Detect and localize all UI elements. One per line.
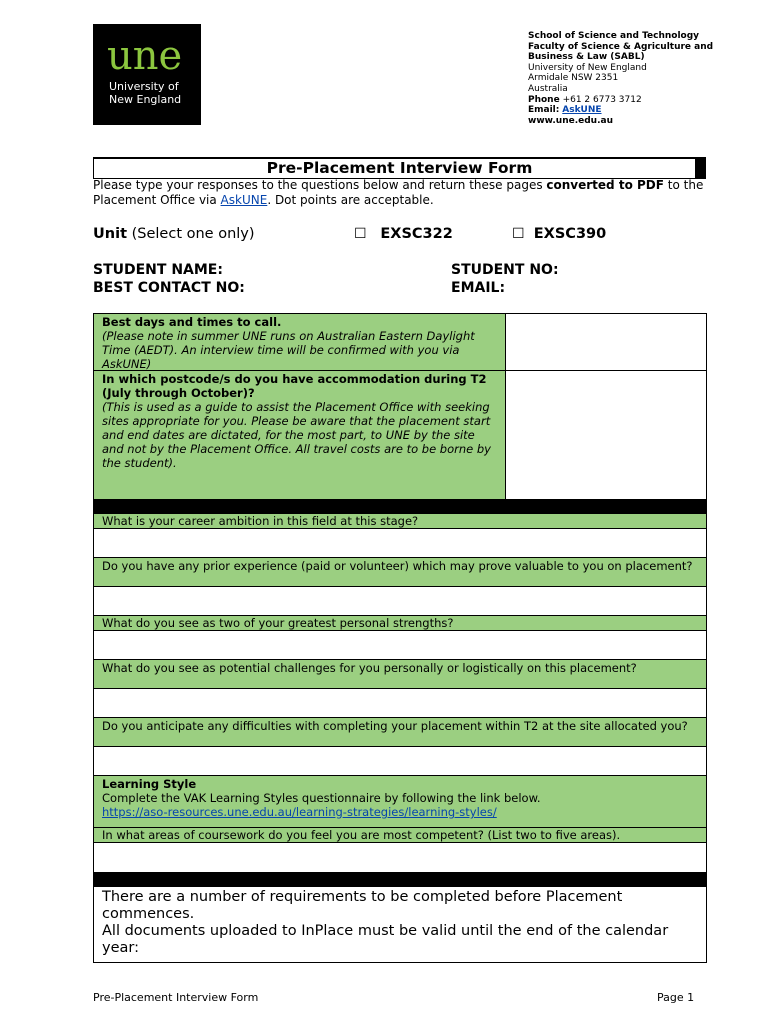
email-label: Email: (528, 105, 560, 116)
career-question: What is your career ambition in this field at this stage? (94, 514, 706, 529)
postcode-answer[interactable] (506, 371, 706, 499)
difficulties-question: Do you anticipate any difficulties with completing your placement within T2 at the site allocated you? (94, 718, 706, 747)
unit-option-exsc390[interactable] (512, 225, 606, 243)
learning-style-row (94, 776, 706, 828)
requirements-box (94, 887, 706, 962)
unit-label-group (93, 225, 255, 243)
unit-hint: (Select one only) (127, 226, 255, 242)
phone-label: Phone (528, 94, 560, 105)
coursework-question: In what areas of coursework do you feel you are most competent? (List two to five areas). (94, 828, 706, 843)
postcode-row (94, 371, 706, 499)
university-name: University of New England (528, 62, 647, 73)
learning-style-title: Learning Style (102, 777, 197, 791)
student-name-label: STUDENT NAME: (93, 262, 223, 278)
checkbox-exsc322[interactable]: ☐ (354, 226, 367, 242)
section-divider (94, 499, 706, 514)
logo-line-2: New England (109, 93, 182, 106)
unit-label: Unit (93, 226, 127, 242)
requirements-text-1: There are a number of requirements to be completed before Placement commences. (102, 889, 623, 922)
postcode-note: (This is used as a guide to assist the Placement Office with seeking sites appropriate for you. Please be aware that the placement start and end dates are dictated, for the most part, to UNE by the site and not by the Placement Office. All travel costs are to be borne by the student). (102, 400, 491, 470)
requirements-divider (94, 872, 706, 887)
intro-part-3: . Dot points are acceptable. (267, 193, 434, 207)
requirements-text-2: All documents uploaded to InPlace must be valid until the end of the calendar year: (102, 923, 669, 956)
phone-number: +61 2 6773 3712 (562, 94, 642, 105)
intro-askune-link[interactable]: AskUNE (220, 193, 268, 207)
form-title: Pre-Placement Interview Form (266, 159, 533, 177)
career-answer[interactable] (94, 529, 706, 558)
challenges-question: What do you see as potential challenges for you personally or logistically on this placement? (94, 660, 706, 689)
une-logo (93, 24, 201, 125)
challenges-answer[interactable] (94, 689, 706, 718)
strengths-answer[interactable] (94, 631, 706, 660)
postcode-question (94, 371, 506, 499)
city-line: Armidale NSW 2351 (528, 73, 619, 84)
best-days-question (94, 314, 506, 370)
askune-email-link[interactable]: AskUNE (562, 105, 602, 116)
best-contact-label: BEST CONTACT NO: (93, 280, 245, 296)
email-line (528, 105, 748, 116)
website-line: www.une.edu.au (528, 115, 613, 126)
page-number: Page 1 (657, 991, 695, 1004)
logo-mark: une (107, 33, 183, 79)
strengths-question: What do you see as two of your greatest personal strengths? (94, 616, 706, 631)
address-block (528, 31, 748, 126)
option-exsc390-label: EXSC390 (533, 226, 607, 242)
student-no-label: STUDENT NO: (451, 262, 559, 278)
coursework-answer[interactable] (94, 843, 706, 872)
intro-bold: converted to PDF (546, 178, 664, 192)
intro-text (93, 178, 706, 208)
logo-line-1: University of (109, 80, 179, 93)
difficulties-answer[interactable] (94, 747, 706, 776)
best-days-title: Best days and times to call. (102, 315, 282, 329)
postcode-title: In which postcode/s do you have accommodation during T2 (July through October)? (102, 372, 487, 400)
form-title-bar (93, 157, 706, 179)
school-name: School of Science and Technology (528, 31, 700, 41)
experience-question: Do you have any prior experience (paid or volunteer) which may prove valuable to you on placement? (94, 558, 706, 587)
option-exsc322-label: EXSC322 (380, 226, 453, 242)
experience-answer[interactable] (94, 587, 706, 616)
intro-part-1: Please type your responses to the questions below and return these pages (93, 178, 547, 192)
questions-table (93, 313, 707, 963)
intro-part-2: to the Placement Office via (93, 178, 704, 207)
best-days-note: (Please note in summer UNE runs on Australian Eastern Daylight Time (AEDT). An interview time will be confirmed with you via AskUNE) (102, 329, 475, 371)
learning-style-text: Complete the VAK Learning Styles questionnaire by following the link below. (102, 791, 541, 805)
footer-title: Pre-Placement Interview Form (93, 991, 259, 1004)
email-field-label: EMAIL: (451, 280, 506, 296)
learning-style-link[interactable]: https://aso-resources.une.edu.au/learning-strategies/learning-styles/ (102, 805, 497, 819)
faculty-name: Faculty of Science & Agriculture and Business & Law (SABL) (528, 41, 714, 63)
phone-line (528, 95, 748, 106)
best-days-row (94, 314, 706, 371)
unit-option-exsc322[interactable] (354, 225, 453, 243)
checkbox-exsc390[interactable]: ☐ (512, 226, 525, 242)
country-line: Australia (528, 83, 568, 94)
best-days-answer[interactable] (506, 314, 706, 370)
